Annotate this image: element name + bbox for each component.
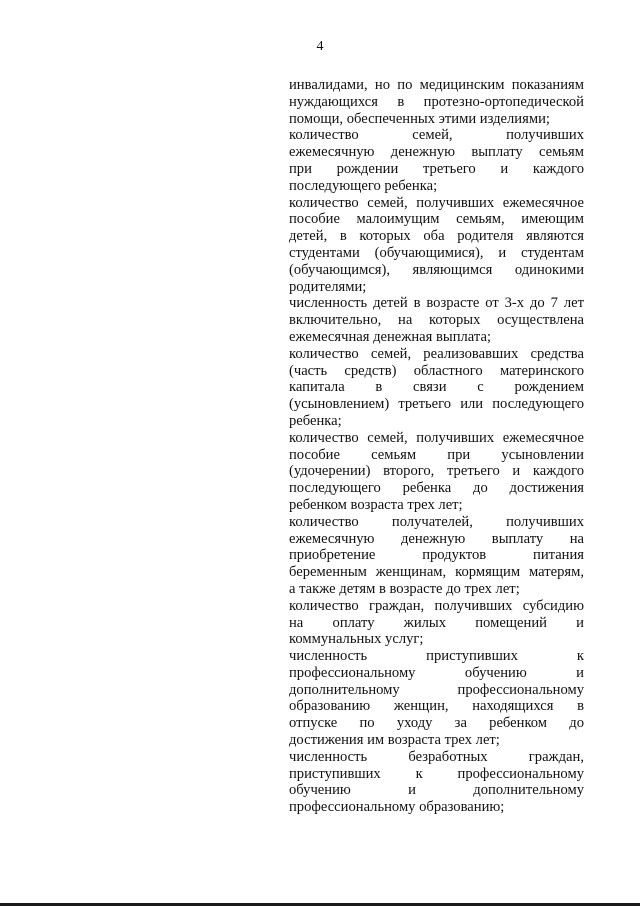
text-line: пособие семьям при усыновлении (289, 446, 584, 463)
text-line: достижения им возраста трех лет; (289, 732, 500, 749)
text-line: количество семей, получивших ежемесячное (289, 194, 584, 211)
text-line: отпуске по уходу за ребенком до (289, 715, 584, 732)
text-line: включительно, на которых осуществлена (289, 312, 584, 329)
text-line: количество семей, получивших (289, 127, 584, 144)
page-number: 4 (316, 39, 324, 54)
text-line: профессиональному обучению и (289, 664, 584, 681)
text-line: детей, в которых оба родителя являются (289, 228, 584, 245)
text-line: профессиональному образованию; (289, 799, 505, 816)
text-line: при рождении третьего и каждого (289, 160, 584, 177)
text-line: ребенка; (289, 412, 342, 429)
text-line: ежемесячную денежную выплату на (289, 530, 584, 547)
text-line: (усыновлением) третьего или последующего (289, 396, 584, 413)
text-line: дополнительному профессиональному (289, 681, 584, 698)
text-line: численность приступивших к (289, 648, 584, 665)
text-line: помощи, обеспеченных этими изделиями; (289, 110, 550, 127)
text-line: (обучающимся), являющимся одинокими (289, 261, 584, 278)
text-line: (часть средств) областного материнского (289, 362, 584, 379)
text-line: капитала в связи с рождением (289, 379, 584, 396)
text-line: коммунальных услуг; (289, 631, 424, 648)
text-line: инвалидами, но по медицинским показаниям (289, 77, 584, 93)
text-line: родителями; (289, 278, 367, 295)
text-line: приобретение продуктов питания (289, 547, 584, 564)
text-line: беременным женщинам, кормящим матерям, (289, 564, 584, 581)
text-line: образованию женщин, находящихся в (289, 698, 584, 715)
text-line: последующего ребенка; (289, 177, 438, 194)
text-line: количество семей, реализовавших средства (289, 345, 584, 362)
text-line: численность безработных граждан, (289, 748, 584, 765)
text-line: студентами (обучающимися), и студентам (289, 244, 584, 261)
text-line: количество граждан, получивших субсидию (289, 597, 584, 614)
text-line: ежемесячная денежная выплата; (289, 328, 491, 345)
text-line: последующего ребенка до достижения (289, 480, 584, 497)
text-line: обучению и дополнительному (289, 782, 584, 799)
text-line: (удочерении) второго, третьего и каждого (289, 463, 584, 480)
document-body (289, 77, 584, 816)
text-line: ребенком возраста трех лет; (289, 496, 463, 513)
text-line: приступивших к профессиональному (289, 765, 584, 782)
text-line: пособие малоимущим семьям, имеющим (289, 211, 584, 228)
text-line: а также детям в возрасте до трех лет; (289, 580, 520, 597)
text-line: на оплату жилых помещений и (289, 614, 584, 631)
text-line: количество семей, получивших ежемесячное (289, 429, 584, 446)
text-line: ежемесячную денежную выплату семьям (289, 144, 584, 161)
text-line: количество получателей, получивших (289, 513, 584, 530)
text-line: численность детей в возрасте от 3-х до 7 лет (289, 295, 584, 312)
text-line: нуждающихся в протезно-ортопедической (289, 93, 584, 110)
